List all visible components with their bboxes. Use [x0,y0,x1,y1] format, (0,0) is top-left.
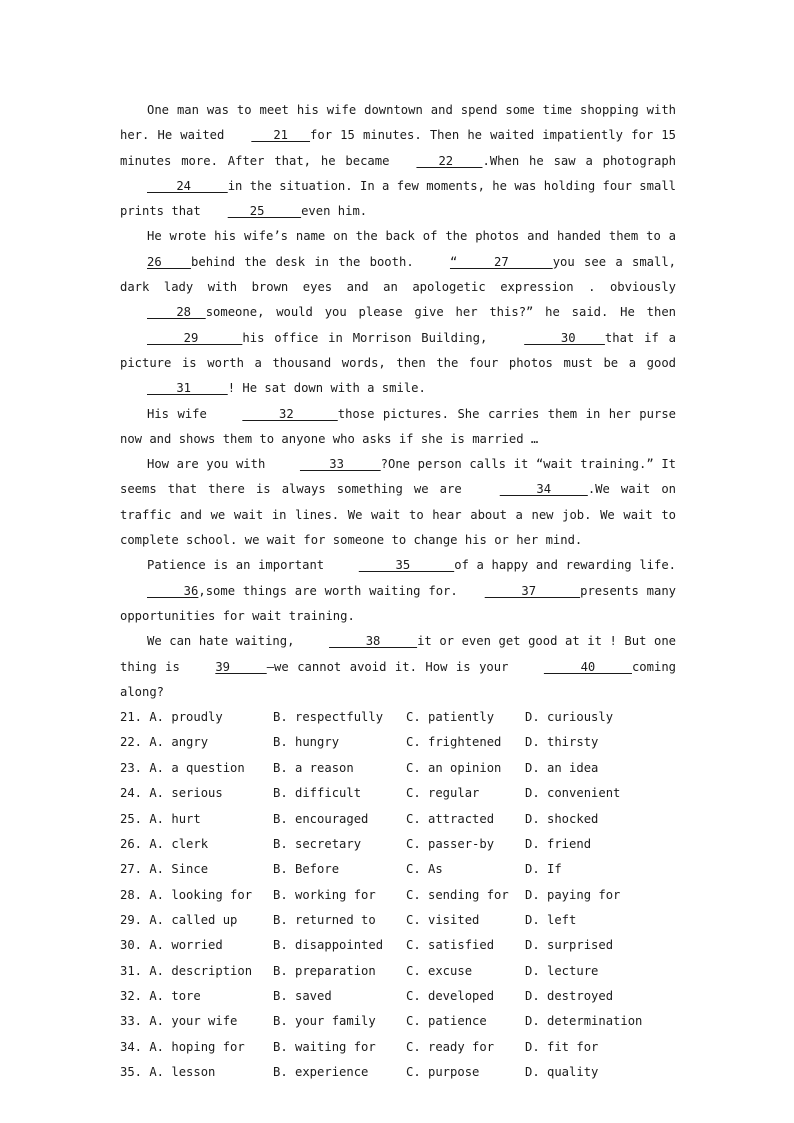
question-row-29 [120,908,676,933]
question-row-27 [120,857,676,882]
blank-24: 24 [147,178,228,193]
option-d: D. If [525,862,562,877]
option-c: C. patience [406,1014,487,1029]
text: One man was to meet his wife downtown and spend some time shopping with her. He waited [120,103,676,143]
document-body [120,98,676,1085]
option-a: 32. A. tore [120,988,201,1003]
text: of a happy and rewarding life. [454,558,677,573]
option-d: D. fit for [525,1039,599,1054]
blank-21: 21 [251,128,311,143]
text: even him. [301,204,368,219]
text: behind the desk in the booth. [191,254,423,269]
option-a: 34. A. hoping for [120,1039,245,1054]
blank-29: 29 [147,330,243,345]
text: Patience is an important [147,558,332,573]
option-c: C. attracted [406,811,495,826]
blank-22: 22 [416,153,483,168]
text: presents many opportunities for wait training. [120,583,677,623]
option-a: 21. A. proudly [120,710,223,725]
option-d: D. quality [525,1064,599,1079]
text: We can hate waiting, [147,634,303,649]
option-c: C. regular [406,786,480,801]
blank-33: 33 [299,457,381,472]
option-b: B. difficult [273,786,362,801]
option-c: C. As [406,862,443,877]
option-b: B. saved [273,988,332,1003]
option-b: B. a reason [273,760,354,775]
option-b: B. secretary [273,836,362,851]
option-b: B. waiting for [273,1039,376,1054]
text: ,some things are worth waiting for. [198,583,458,598]
option-c: C. an opinion [406,760,502,775]
blank-35: 35 [358,558,455,573]
option-a: 25. A. hurt [120,811,201,826]
question-row-34 [120,1035,676,1060]
text: He wrote his wife’s name on the back of the photos and handed them to a [147,229,676,244]
option-d: D. friend [525,836,592,851]
text: those pictures. She carries them in her purse now and shows them to anyone who asks if she is married … [120,406,676,446]
answer-options [120,705,676,1085]
text: .We wait on traffic and we wait in lines. We wait to hear about a new job. We wait to complete school. we wait for someone to change his or her mind. [120,482,676,548]
blank-39: 39 [215,659,267,674]
option-a: 29. A. called up [120,912,238,927]
option-c: C. ready for [406,1039,495,1054]
option-c: C. satisfied [406,938,495,953]
blank-34: 34 [499,482,588,497]
option-a: 30. A. worried [120,938,223,953]
text: How are you with [147,457,273,472]
option-d: D. surprised [525,938,614,953]
option-c: C. patiently [406,710,495,725]
option-b: B. hungry [273,735,340,750]
option-a: 23. A. a question [120,760,245,775]
option-b: B. disappointed [273,938,384,953]
option-a: 28. A. looking for [120,887,253,902]
question-row-23 [120,756,676,781]
text: ! He sat down with a smile. [227,381,426,396]
blank-36: 36 [147,583,199,598]
option-b: B. returned to [273,912,376,927]
paragraph-5 [120,553,676,629]
blank-31: 31 [147,381,228,396]
option-d: D. paying for [525,887,621,902]
blank-38: 38 [329,634,418,649]
question-row-30 [120,933,676,958]
text: .When he saw a photograph [482,153,677,168]
option-d: D. curiously [525,710,614,725]
option-b: B. working for [273,887,376,902]
option-b: B. respectfully [273,710,384,725]
option-d: D. left [525,912,577,927]
option-c: C. passer-by [406,836,495,851]
question-row-26 [120,832,676,857]
paragraph-6 [120,629,676,705]
question-row-22 [120,730,676,755]
option-d: D. convenient [525,786,621,801]
blank-40: 40 [543,659,632,674]
option-d: D. shocked [525,811,599,826]
question-row-24 [120,781,676,806]
option-a: 24. A. serious [120,786,223,801]
option-d: D. determination [525,1014,643,1029]
option-d: D. thirsty [525,735,599,750]
blank-28: 28 [147,305,206,320]
question-row-31 [120,959,676,984]
option-a: 27. A. Since [120,862,209,877]
option-c: C. sending for [406,887,509,902]
option-b: B. encouraged [273,811,369,826]
option-c: C. excuse [406,963,473,978]
option-b: B. preparation [273,963,376,978]
cloze-passage [120,98,676,705]
option-c: C. developed [406,988,495,1003]
text: ?One person calls it “wait training.” It seems that there is always something we are [120,457,676,497]
blank-25: 25 [227,204,302,219]
option-a: 26. A. clerk [120,836,209,851]
question-row-35 [120,1060,676,1085]
blank-27: “ 27 [449,254,553,269]
text: coming along? [120,659,676,699]
question-row-21 [120,705,676,730]
text: someone, would you please give her this?” he said. He then [205,305,676,320]
text: that if a picture is worth a thousand words, then the four photos must be a good [120,330,677,370]
text: His wife [147,406,216,421]
paragraph-1 [120,98,676,224]
text: for 15 minutes. Then he waited impatiently for 15 minutes more. After that, he became [120,128,676,168]
blank-37: 37 [484,583,581,598]
question-row-28 [120,883,676,908]
option-a: 33. A. your wife [120,1014,238,1029]
text: —we cannot avoid it. How is your [266,659,517,674]
option-a: 35. A. lesson [120,1064,216,1079]
blank-26: 26 [147,254,192,269]
option-c: C. purpose [406,1064,480,1079]
option-d: D. destroyed [525,988,614,1003]
paragraph-3 [120,402,676,453]
paragraph-2 [120,224,676,401]
text: his office in Morrison Building, [242,330,498,345]
paragraph-4 [120,452,676,553]
option-a: 22. A. angry [120,735,209,750]
question-row-25 [120,807,676,832]
question-row-32 [120,984,676,1009]
text: it or even get good at it ! But one thing is [120,634,677,674]
text: you see a small, dark lady with brown eyes and an apologetic expression . obviously [120,254,677,295]
question-row-33 [120,1009,676,1034]
blank-32: 32 [242,406,338,421]
option-a: 31. A. description [120,963,253,978]
option-b: B. your family [273,1014,376,1029]
option-b: B. experience [273,1064,369,1079]
option-d: D. lecture [525,963,599,978]
option-b: B. Before [273,862,340,877]
text: in the situation. In a few moments, he was holding four small prints that [120,178,676,219]
option-c: C. visited [406,912,480,927]
blank-30: 30 [524,330,605,345]
option-c: C. frightened [406,735,502,750]
option-d: D. an idea [525,760,599,775]
